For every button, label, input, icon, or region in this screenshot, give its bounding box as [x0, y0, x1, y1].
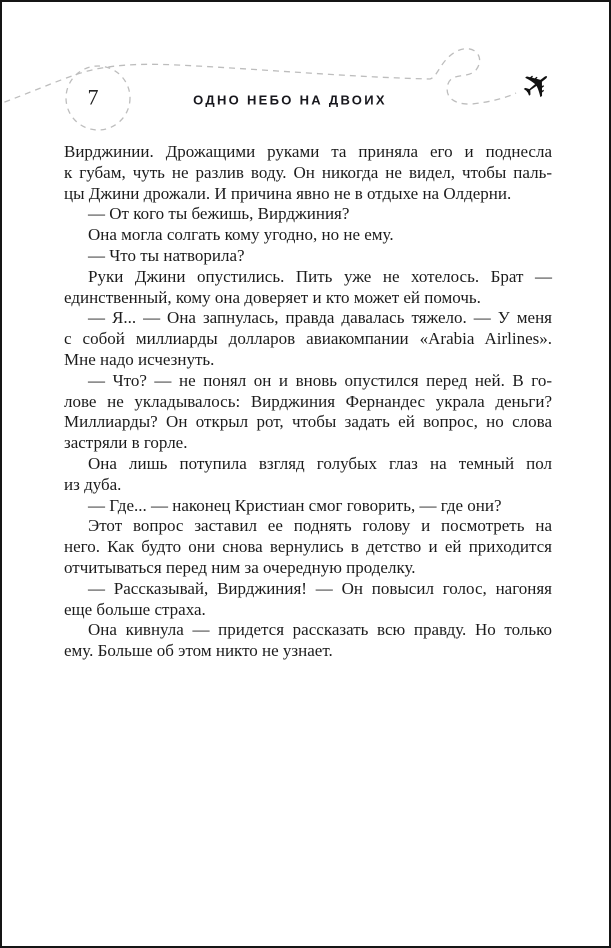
- text-line: Она могла солгать кому угодно, но не ему.: [88, 225, 394, 245]
- paragraph: [64, 454, 552, 496]
- running-title: ОДНО НЕБО НА ДВОИХ: [193, 92, 387, 108]
- text-line: Миллиарды? Он открыл рот, чтобы задать ей вопрос, но слова: [64, 412, 552, 432]
- paragraph: [64, 371, 552, 454]
- text-line: из дуба.: [64, 474, 122, 494]
- text-line: цы Джини дрожали. И причина явно не в отдыхе на Олдерни.: [64, 183, 512, 203]
- paragraph: [64, 246, 552, 267]
- paragraph: [64, 620, 552, 662]
- text-line: — Что? — не понял он и вновь опустился перед ней. В го-: [88, 370, 552, 390]
- text-line: Она кивнула — придется рассказать всю правду. Но только: [88, 620, 552, 640]
- text-line: Она лишь потупила взгляд голубых глаз на темный пол: [88, 453, 552, 473]
- text-line: еще больше страха.: [64, 599, 206, 619]
- text-line: отчитываться перед ним за очередную проделку.: [64, 557, 416, 577]
- text-line: единственный, кому она доверяет и кто может ей помочь.: [64, 287, 481, 307]
- paragraph: [64, 516, 552, 578]
- text-line: — Что ты натворила?: [88, 245, 245, 265]
- airplane-icon: ✈: [513, 60, 563, 112]
- text-line: — Я... — Она запнулась, правда давалась тяжело. — У меня: [88, 308, 552, 328]
- body-text: [64, 142, 552, 662]
- text-line: к губам, чуть не разлив воду. Он никогда не видел, чтобы паль-: [64, 162, 552, 182]
- text-line: застряли в горле.: [64, 433, 188, 453]
- text-line: — Где... — наконец Кристиан смог говорить, — где они?: [88, 495, 502, 515]
- page-number: 7: [87, 84, 99, 110]
- text-line: Вирджинии. Дрожащими руками та приняла его и поднесла: [64, 142, 552, 161]
- text-line: ему. Больше об этом никто не узнает.: [64, 641, 333, 661]
- text-line: с собой миллиарды долларов авиакомпании «Arabia Airlines».: [64, 329, 552, 349]
- text-line: лове не укладывалось: Вирджиния Фернандес украла деньги?: [64, 391, 552, 411]
- text-line: Руки Джини опустились. Пить уже не хотелось. Брат —: [88, 266, 552, 286]
- paragraph: [64, 225, 552, 246]
- text-line: Этот вопрос заставил ее поднять голову и посмотреть на: [88, 516, 552, 536]
- paragraph: [64, 204, 552, 225]
- text-line: него. Как будто они снова вернулись в детство и ей приходится: [64, 537, 552, 557]
- text-line: Мне надо исчезнуть.: [64, 349, 215, 369]
- text-line: — От кого ты бежишь, Вирджиния?: [88, 204, 350, 224]
- paragraph: [64, 267, 552, 309]
- paragraph: [64, 579, 552, 621]
- text-line: — Рассказывай, Вирджиния! — Он повысил голос, нагоняя: [88, 578, 552, 598]
- paragraph: [64, 308, 552, 370]
- paragraph: [64, 496, 552, 517]
- paragraph: [64, 142, 552, 204]
